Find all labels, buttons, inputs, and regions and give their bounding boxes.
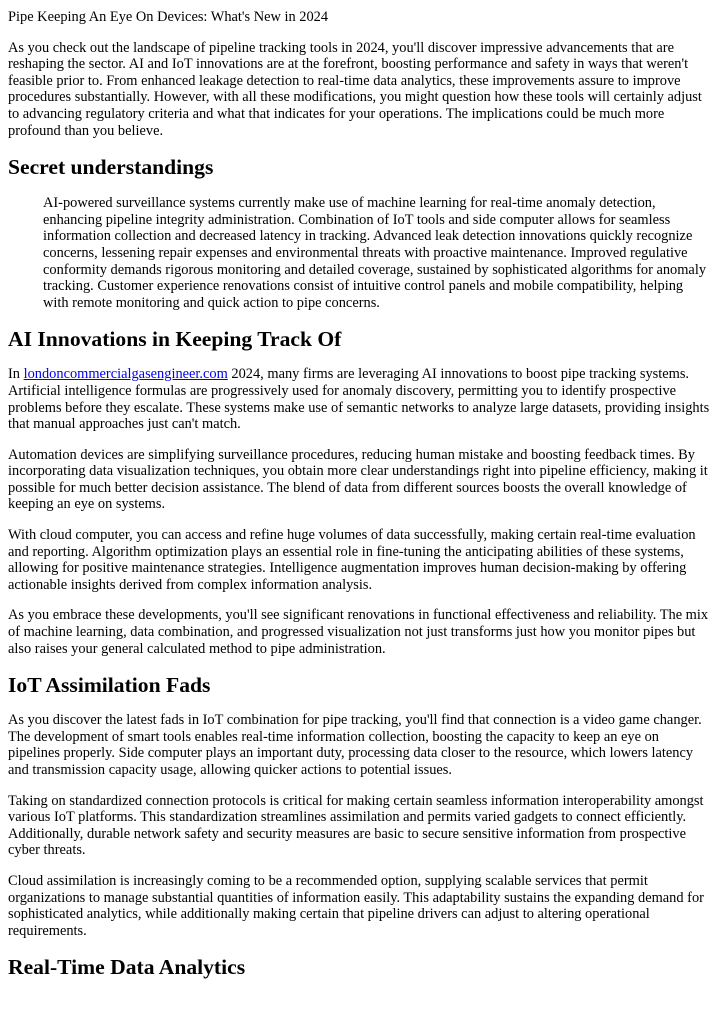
ai-paragraph-1-rest: 2024, many firms are leveraging AI innovations to boost pipe tracking systems. Artificial intelligence formulas are progressively used for anomaly discovery, permitting you to identify prospective problems before they escalate. These systems make use of semantic networks to analyze large datasets, providing insights that manual approaches just can't match. (8, 366, 710, 433)
iot-paragraph-1: As you discover the latest fads in IoT combination for pipe tracking, you'll find that connection is a video game changer. The development of smart tools enables real-time information collection, boosting the capacity to keep an eye on pipelines properly. Side computer plays an important duty, processing data closer to the resource, which lowers latency and transmission capacity usage, allowing quicker actions to potential issues. (8, 712, 702, 778)
ai-paragraph-1-lead: In (8, 366, 24, 383)
ai-paragraph-3: With cloud computer, you can access and refine huge volumes of data successfully, making certain real-time evaluation and reporting. Algorithm optimization plays an essential role in fine-tuning the anticipating abilities of these systems, allowing for positive maintenance strategies. Intelligence augmentation improves human decision-making by offering actionable insights derived from complex information analysis. (8, 527, 696, 593)
external-link[interactable]: londoncommercialgasengineer.com (23, 366, 228, 383)
article (0, 9, 720, 980)
iot-paragraph-3: Cloud assimilation is increasingly coming to be a recommended option, supplying scalable services that permit organizations to manage substantial quantities of information easily. This adaptability sustains the expanding demand for sophisticated analytics, while additionally making certain that pipeline drivers can adjust to altering operational requirements. (8, 872, 704, 939)
section-heading-ai-innovations: AI Innovations in Keeping Track Of (8, 327, 342, 352)
ai-paragraph-1 (8, 366, 712, 432)
section-heading-key-insights: Secret understandings (8, 155, 214, 180)
page-title: Pipe Keeping An Eye On Devices: What's New in 2024 (8, 9, 329, 25)
key-insights-quote: AI-powered surveillance systems currently make use of machine learning for real-time anomaly detection, enhancing pipeline integrity administration. Combination of IoT tools and side computer allows for seamless information collection and decreased latency in tracking. Advanced leak detection innovations quickly recognize concerns, lessening repair expenses and environmental threats with proactive maintenance. Improved regulative conformity demands rigorous monitoring and detailed coverage, sustained by sophisticated algorithms for anomaly tracking. Customer experience renovations consist of intuitive control panels and mobile compatibility, helping with remote monitoring and quick action to pipe concerns. (43, 195, 707, 311)
section-heading-real-time-analytics: Real-Time Data Analytics (8, 955, 246, 980)
intro-paragraph: As you check out the landscape of pipeline tracking tools in 2024, you'll discover impressive advancements that are reshaping the sector. AI and IoT innovations are at the forefront, boosting performance and safety in ways that weren't feasible prior to. From enhanced leakage detection to real-time data analytics, these improvements assure to improve procedures substantially. However, with all these modifications, you might question how these tools will certainly adjust to advancing regulatory criteria and what that indicates for your operations. The implications could be much more profound than you believe. (8, 39, 702, 139)
ai-paragraph-2: Automation devices are simplifying surveillance procedures, reducing human mistake and boosting feedback times. By incorporating data visualization techniques, you obtain more clear understandings right into pipeline efficiency, making it possible for much better decision assistance. The blend of data from different sources boosts the overall knowledge of keeping an eye on systems. (8, 446, 708, 513)
iot-paragraph-2: Taking on standardized connection protocols is critical for making certain seamless information interoperability amongst various IoT platforms. This standardization streamlines assimilation and permits varied gadgets to connect efficiently. Additionally, durable network safety and security measures are basic to secure sensitive information from prospective cyber threats. (8, 792, 704, 859)
section-heading-iot-trends: IoT Assimilation Fads (8, 673, 211, 698)
ai-paragraph-4: As you embrace these developments, you'll see significant renovations in functional effectiveness and reliability. The mix of machine learning, data combination, and progressed visualization not just transforms just how you monitor pipes but also raises your general calculated method to pipe administration. (8, 607, 709, 657)
